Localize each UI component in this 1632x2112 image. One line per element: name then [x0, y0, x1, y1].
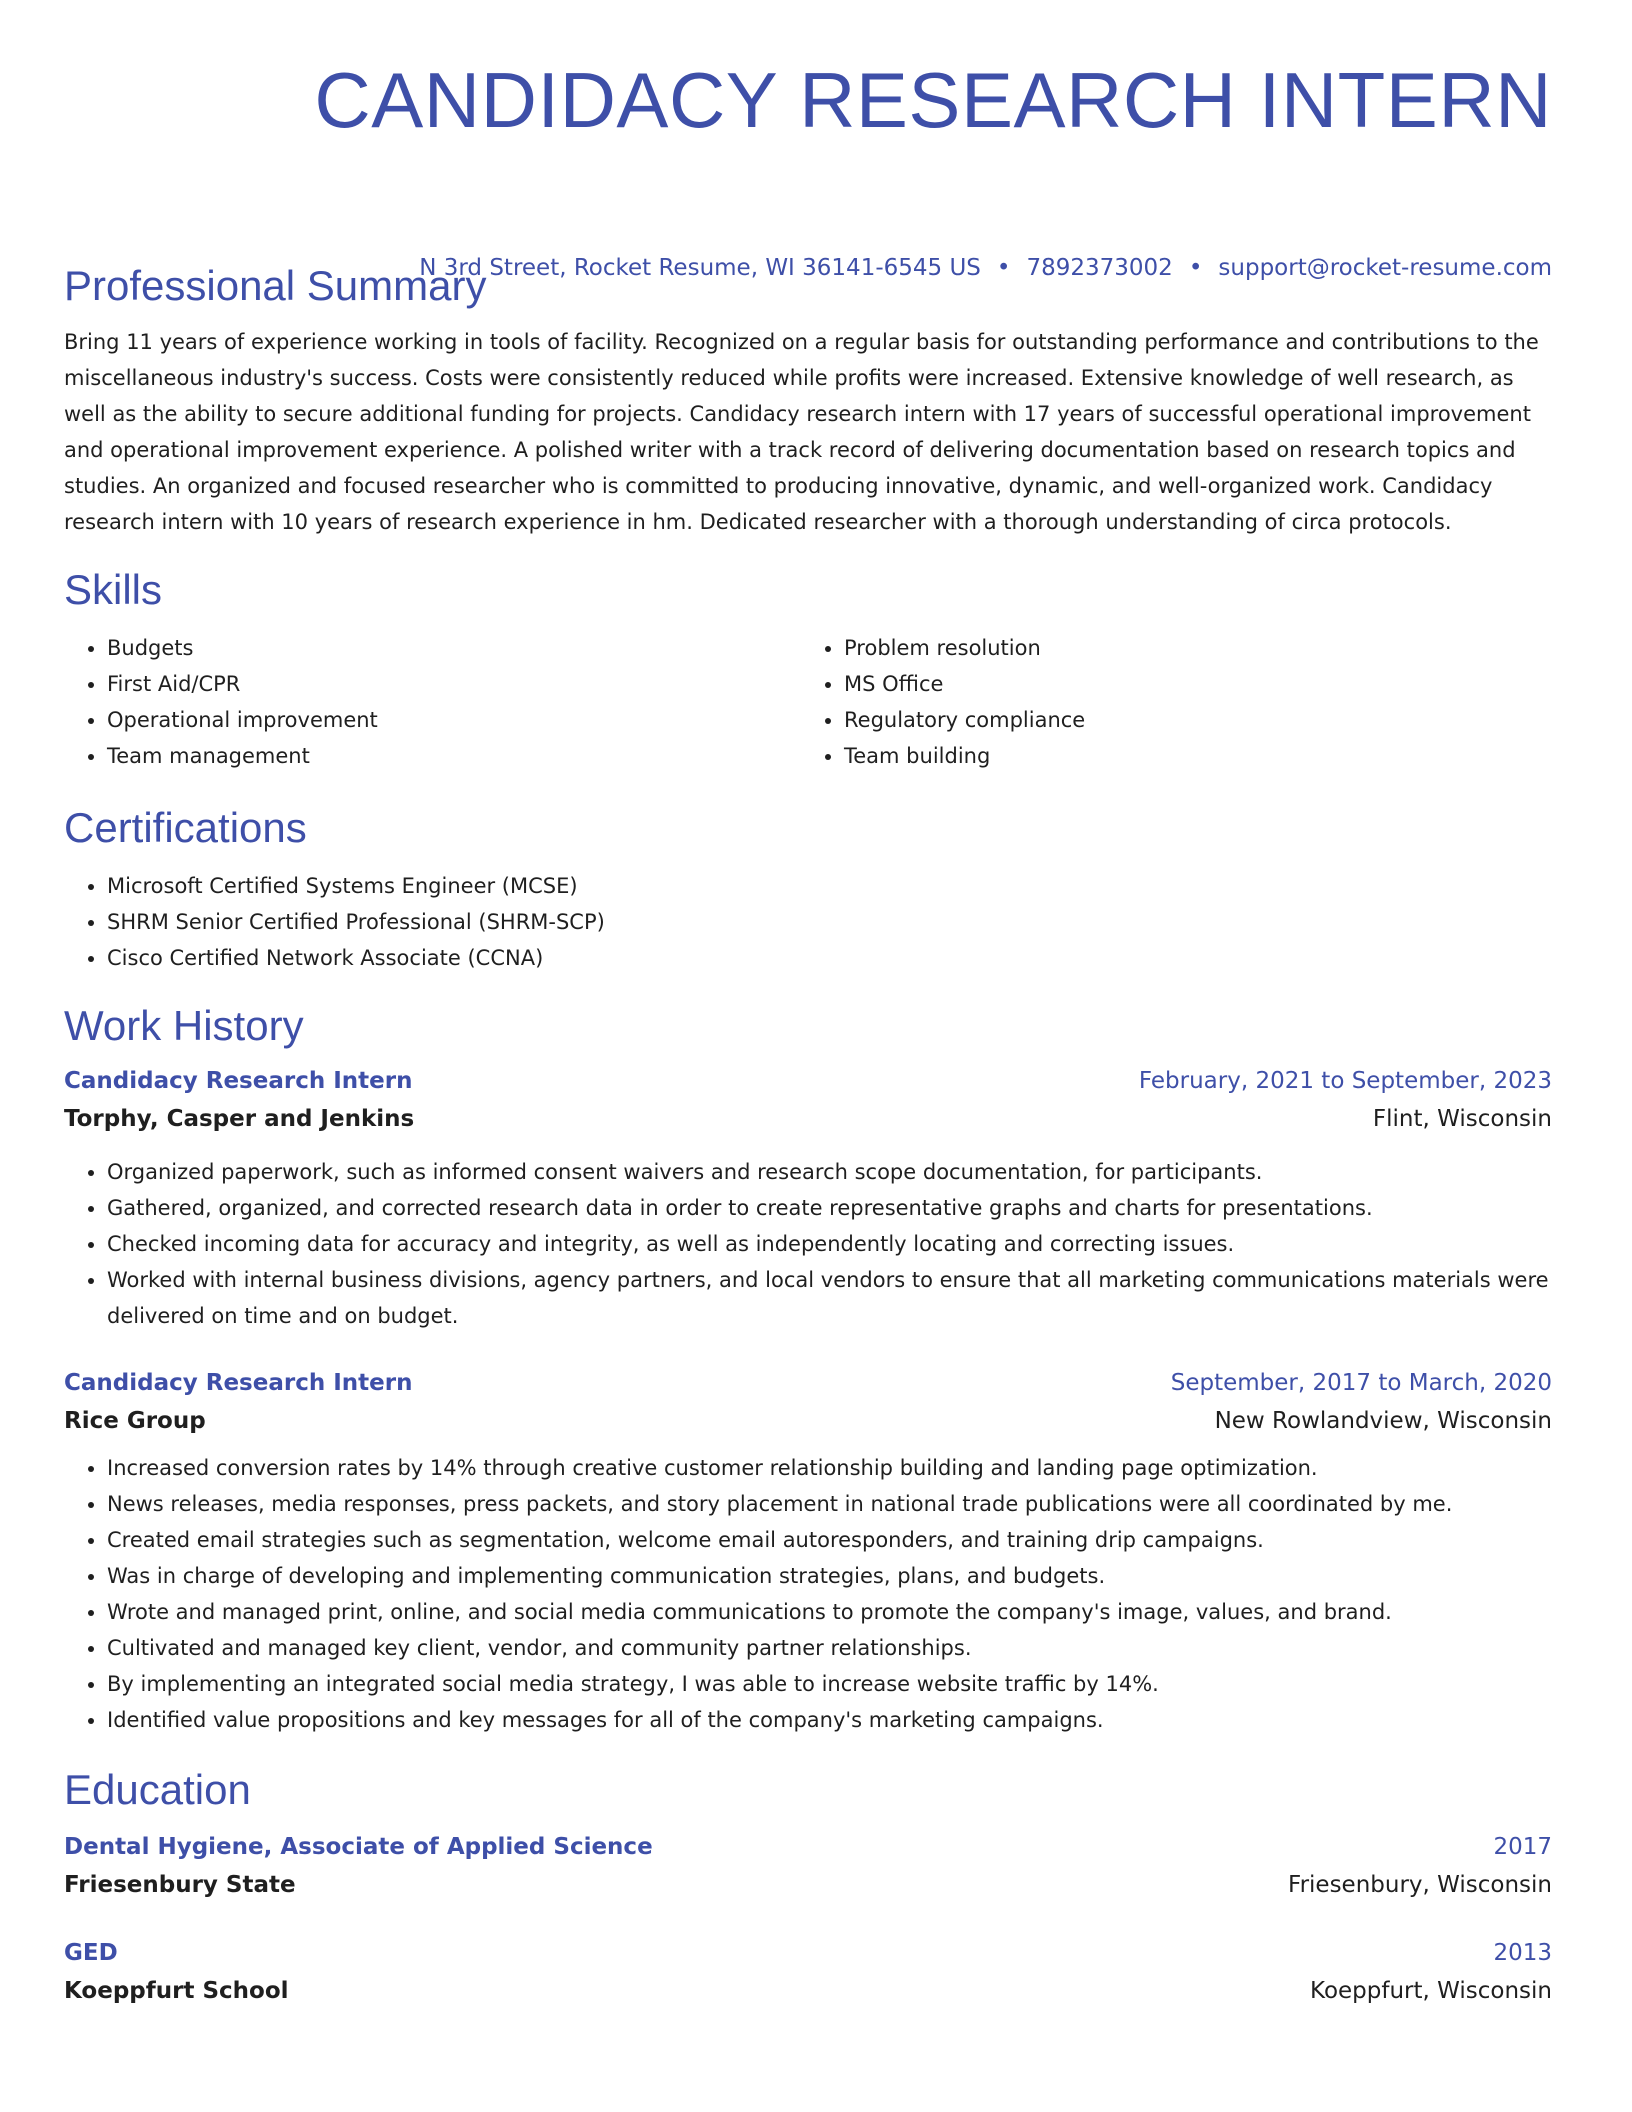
education-heading: Education	[64, 1766, 251, 1813]
skills-list-right	[801, 630, 1552, 774]
skill-item: • Problem resolution	[844, 630, 1552, 666]
contact-line	[419, 252, 1552, 284]
job-header	[64, 1062, 1552, 1100]
candidate-name: CANDIDACY RESEARCH INTERN	[314, 56, 1552, 144]
skills-section	[64, 564, 1552, 774]
education-location: Friesenbury, Wisconsin	[1288, 1872, 1552, 1898]
education-header	[64, 1934, 1552, 1972]
education-location: Koeppfurt, Wisconsin	[1310, 1978, 1552, 2004]
job-title: Candidacy Research Intern	[64, 1370, 413, 1396]
summary-section	[64, 260, 1552, 540]
contact-address: N 3rd Street, Rocket Resume, WI 36141-6545 US	[419, 255, 981, 281]
certification-item: • Cisco Certified Network Associate (CCNA)	[107, 940, 1552, 976]
education-year: 2013	[1493, 1940, 1552, 1966]
certifications-heading: Certifications	[64, 804, 307, 851]
skills-heading: Skills	[64, 566, 163, 613]
job-company: Rice Group	[64, 1408, 206, 1434]
education-section	[64, 1764, 1552, 2010]
job-bullet: • By implementing an integrated social media strategy, I was able to increase website traffic by 14%.	[107, 1666, 1552, 1702]
job-location: New Rowlandview, Wisconsin	[1214, 1408, 1552, 1434]
skill-item: • MS Office	[844, 666, 1552, 702]
education-degree: GED	[64, 1940, 118, 1966]
summary-heading: Professional Summary	[64, 262, 487, 309]
job-entry	[64, 1062, 1552, 1334]
education-subheader	[64, 1866, 1552, 1904]
summary-text: Bring 11 years of experience working in tools of facility. Recognized on a regular basis for outstanding performance and contributions to the miscellaneous industry's success. Costs were consistently reduced while profits were increased. Extensive knowledge of well research, as well as the ability to secure additional funding for projects. Candidacy research intern with 17 years of successful operational improvement and operational improvement experience. A polished writer with a track record of delivering documentation based on research topics and studies. An organized and focused researcher who is committed to producing innovative, dynamic, and well-organized work. Candidacy research intern with 10 years of research experience in hm. Dedicated researcher with a thorough understanding of circa protocols.	[64, 330, 1539, 534]
job-bullet: • News releases, media responses, press packets, and story placement in national trade publications were all coordinated by me.	[107, 1486, 1552, 1522]
certifications-section	[64, 802, 1552, 976]
job-subheader	[64, 1100, 1552, 1138]
contact-phone: 7892373002	[1026, 255, 1173, 281]
certification-item: • SHRM Senior Certified Professional (SHRM-SCP)	[107, 904, 1552, 940]
job-dates: February, 2021 to September, 2023	[1138, 1068, 1552, 1094]
education-entry	[64, 1934, 1552, 2010]
contact-separator: •	[996, 255, 1011, 281]
skills-grid	[64, 630, 1552, 774]
job-bullet: • Created email strategies such as segmentation, welcome email autoresponders, and training drip campaigns.	[107, 1522, 1552, 1558]
contact-separator: •	[1188, 255, 1203, 281]
skills-list-left	[64, 630, 801, 774]
job-bullet: • Identified value propositions and key messages for all of the company's marketing campaigns.	[107, 1702, 1552, 1738]
job-header	[64, 1364, 1552, 1402]
education-entry	[64, 1828, 1552, 1904]
job-bullet: • Increased conversion rates by 14% through creative customer relationship building and landing page optimization.	[107, 1450, 1552, 1486]
skill-item: • Regulatory compliance	[844, 702, 1552, 738]
skill-item: • First Aid/CPR	[107, 666, 801, 702]
education-year: 2017	[1493, 1834, 1552, 1860]
certification-item: • Microsoft Certified Systems Engineer (MCSE)	[107, 868, 1552, 904]
job-bullet: • Cultivated and managed key client, vendor, and community partner relationships.	[107, 1630, 1552, 1666]
skill-item: • Team building	[844, 738, 1552, 774]
job-bullets	[64, 1450, 1552, 1738]
work-history-heading: Work History	[64, 1002, 304, 1049]
job-bullets	[64, 1154, 1552, 1334]
job-entry	[64, 1364, 1552, 1738]
job-subheader	[64, 1402, 1552, 1440]
work-history-section	[64, 1000, 1552, 1738]
skill-item: • Team management	[107, 738, 801, 774]
job-location: Flint, Wisconsin	[1372, 1106, 1552, 1132]
education-subheader	[64, 1972, 1552, 2010]
education-school: Friesenbury State	[64, 1872, 296, 1898]
job-dates: September, 2017 to March, 2020	[1170, 1370, 1552, 1396]
job-bullet: • Organized paperwork, such as informed consent waivers and research scope documentation, for participants.	[107, 1154, 1552, 1190]
contact-email: support@rocket-resume.com	[1218, 255, 1552, 281]
job-bullet: • Gathered, organized, and corrected research data in order to create representative graphs and charts for presentations.	[107, 1190, 1552, 1226]
education-school: Koeppfurt School	[64, 1978, 289, 2004]
job-company: Torphy, Casper and Jenkins	[64, 1106, 415, 1132]
job-bullet: • Was in charge of developing and implementing communication strategies, plans, and budgets.	[107, 1558, 1552, 1594]
job-bullet: • Wrote and managed print, online, and social media communications to promote the company's image, values, and brand.	[107, 1594, 1552, 1630]
skill-item: • Budgets	[107, 630, 801, 666]
job-bullet: • Worked with internal business divisions, agency partners, and local vendors to ensure that all marketing communications materials were delivered on time and on budget.	[107, 1262, 1552, 1334]
job-title: Candidacy Research Intern	[64, 1068, 413, 1094]
certifications-list	[64, 868, 1552, 976]
skill-item: • Operational improvement	[107, 702, 801, 738]
education-header	[64, 1828, 1552, 1866]
education-degree: Dental Hygiene, Associate of Applied Science	[64, 1834, 653, 1860]
job-bullet: • Checked incoming data for accuracy and integrity, as well as independently locating and correcting issues.	[107, 1226, 1552, 1262]
